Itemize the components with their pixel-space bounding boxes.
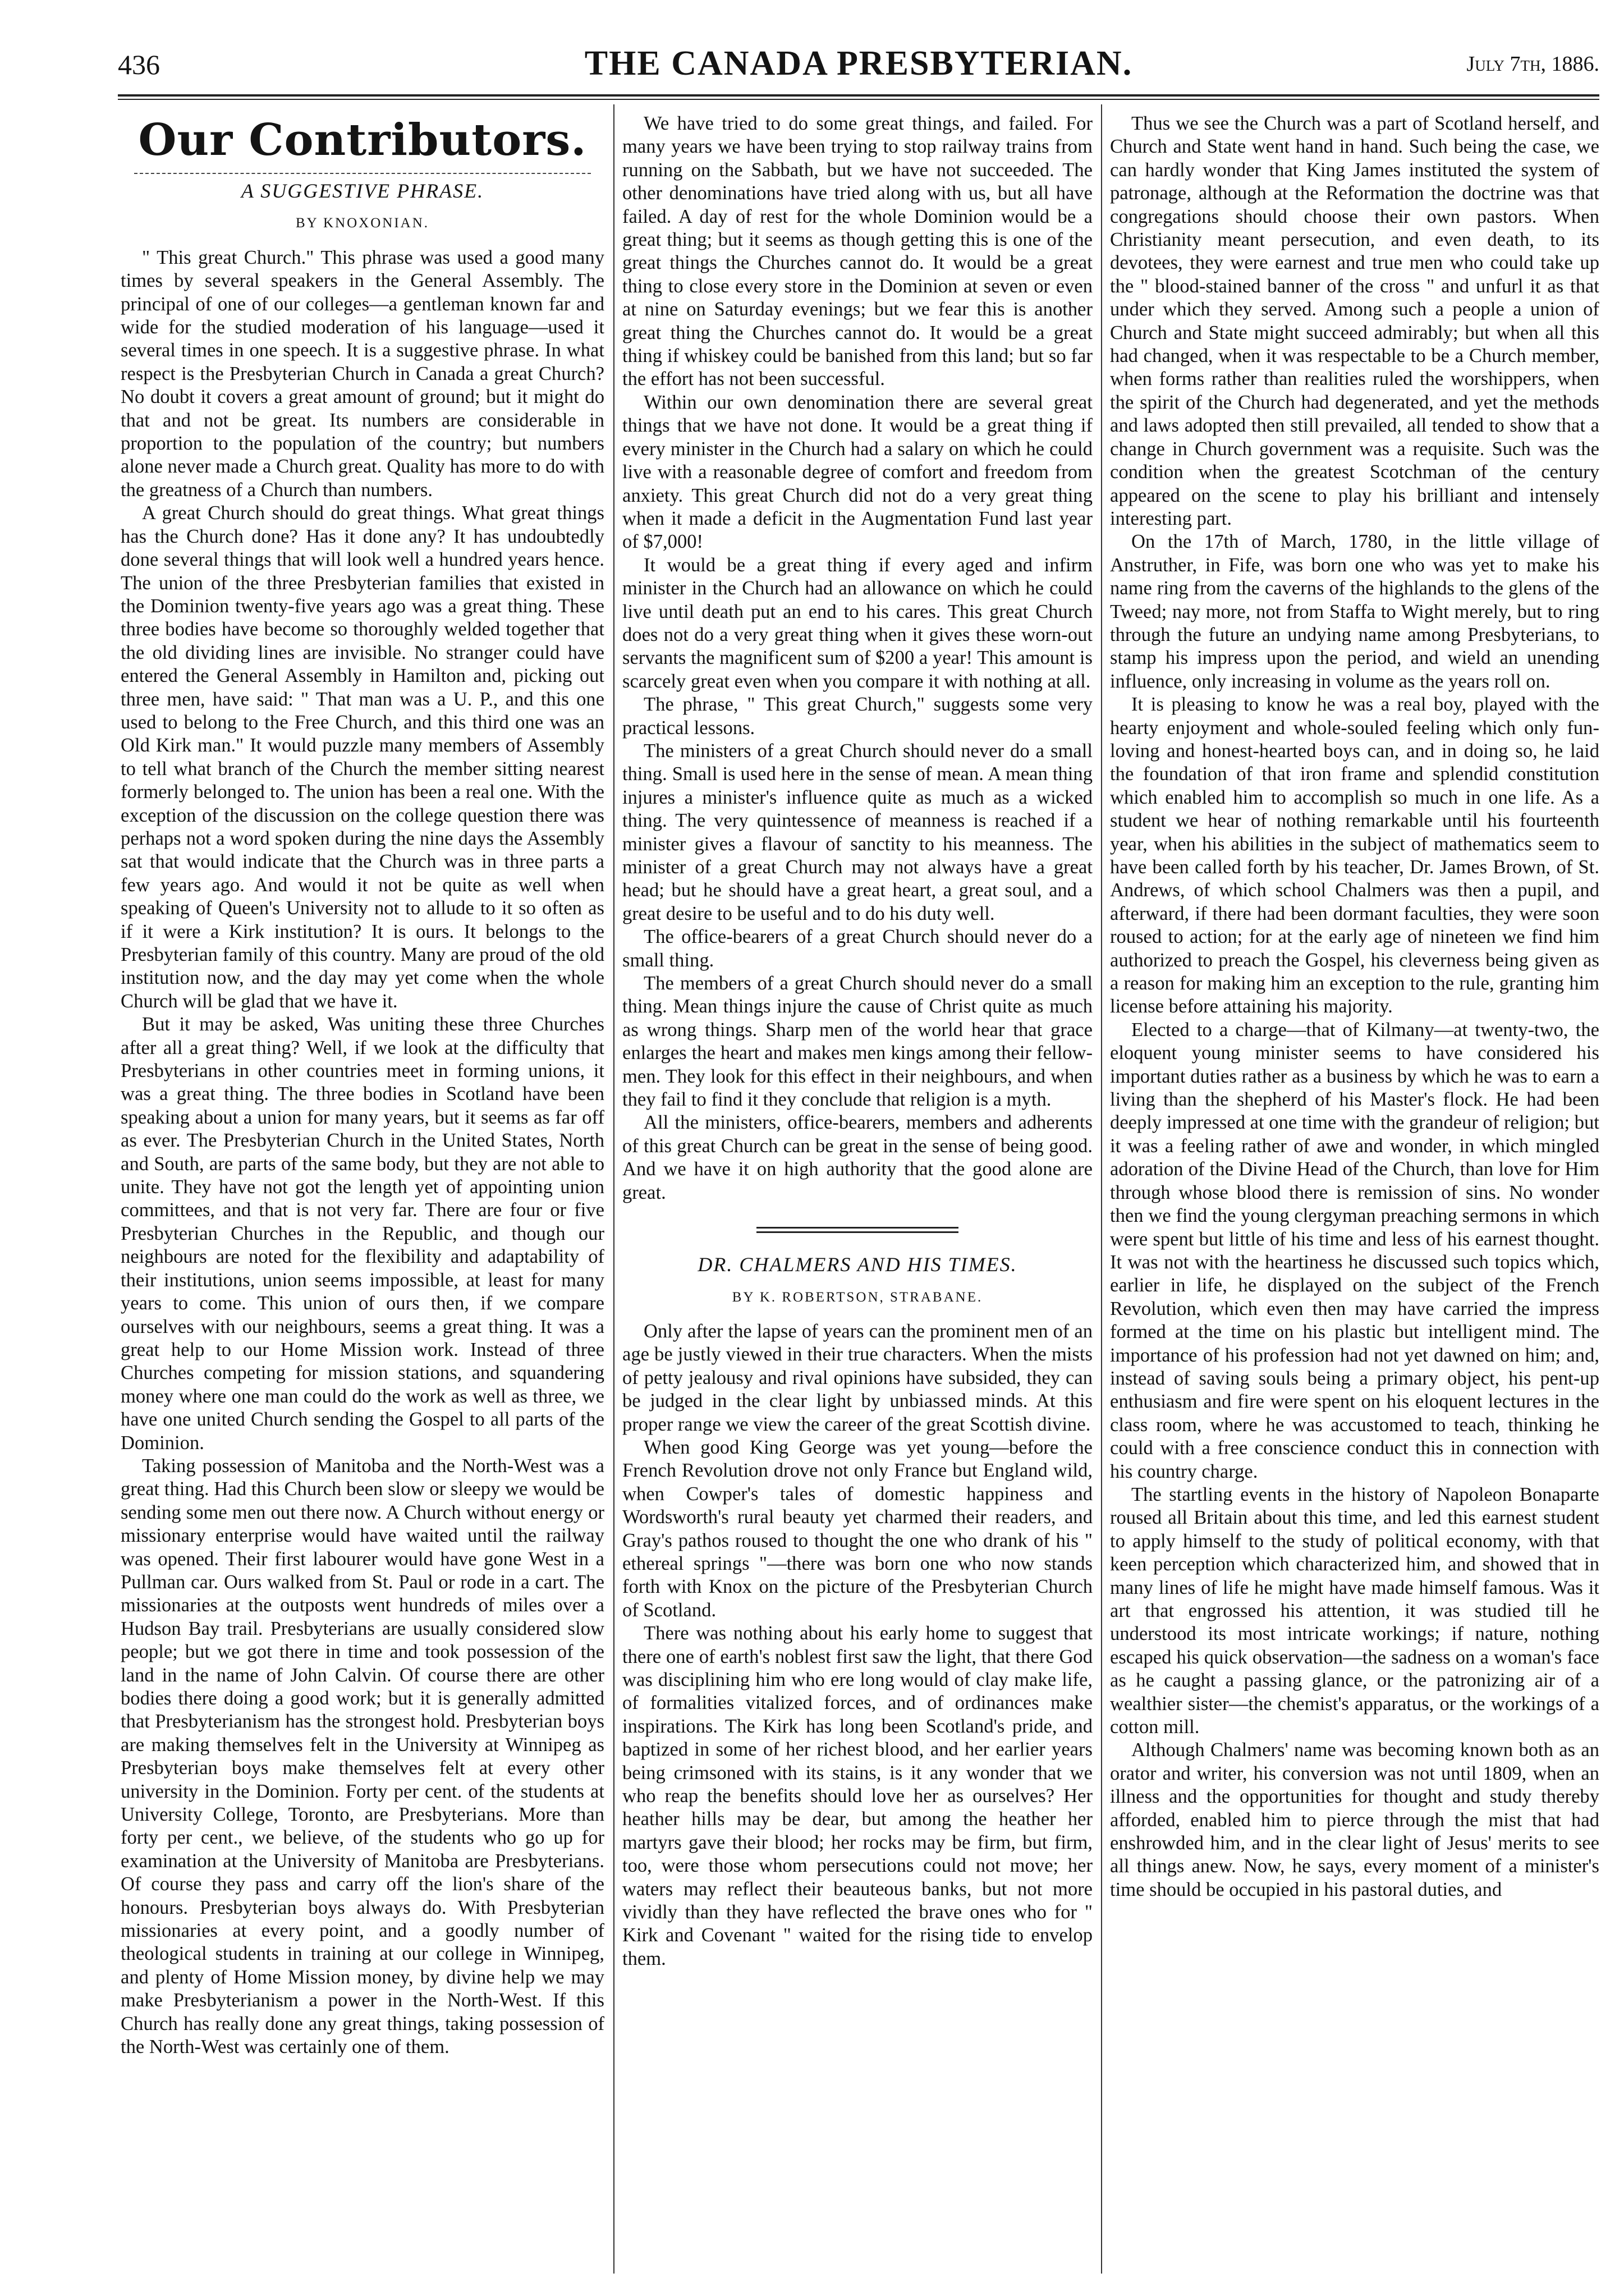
article-paragraph: The phrase, " This great Church," suggests some very practical lessons. [622,694,1093,739]
heading-rule [134,173,591,174]
article-paragraph: It is pleasing to know he was a real boy, played with the hearty enjoyment and whole-souled feeling which only fun-loving and honest-hearted boys can, and in doing so, he laid the foundation of that iron frame and splendid constitution which enabled him to accomplish so much in one life. As a student we hear of nothing remarkable until his fourteenth year, when his abilities in the subject of mathematics seem to have been called forth by his teacher, Dr. James Brown, of St. Andrews, of which school Chalmers was then a pupil, and afterward, if there had been dormant faculties, they were soon roused to action; for at the early age of nineteen we find him authorized to preach the Gospel, his cleverness being given as a reason for making him an exception to the rule, granting him license before attaining his majority. [1110,694,1599,1018]
paper-title: THE CANADA PRESBYTERIAN. [584,44,1133,83]
article-paragraph: Elected to a charge—that of Kilmany—at twenty-two, the eloquent young minister seems to have considered his important duties rather as a business by which he was to earn a living than the shepherd of his Master's flock. He had been deeply impressed at one time with the grandeur of religion; but it was a feeling rather of awe and wonder, in which mingled adoration of the Divine Head of the Church, than love for Him through whose blood there is remission of sins. No wonder then we find the young clergyman preaching sermons in which were spent but little of his time and less of his earnest thought. It was not with the heartiness he discussed such topics which, earlier in life, he displayed on the subject of the French Revolution, which even then may have carried the impress formed at the time on his plastic but intelligent mind. The importance of his profession had not yet dawned on him; and, instead of saving souls being a primary object, his pent-up enthusiasm and fire were spent on his eloquent lectures in the class room, where he was accustomed to teach, thinking he could with a free conscience conduct this in connection with his country charge. [1110,1019,1599,1482]
article-paragraph: " This great Church." This phrase was used a good many times by several speakers in the General Assembly. The principal of one of our colleges—a gentleman known far and wide for the studied moderation of his language—used it several times in one speech. It is a suggestive phrase. In what respect is the Presbyterian Church in Canada a great Church? No doubt it covers a great amount of ground; but it might do that and not be great. Its numbers are considerable in proportion to the population of the country; but numbers alone never made a Church great. Quality has more to do with the greatness of a Church than numbers. [121,246,604,501]
column-divider [1101,104,1102,2274]
article-paragraph: The startling events in the history of Napoleon Bonaparte roused all Britain about this time, and led this earnest student to apply himself to the study of political economy, with that keen perception which characterized him, and showed that in many lines of life he might have made himself famous. Was it art that engrossed his attention, it was studied till he understood its most intricate workings; if nature, nothing escaped his quick observation—the sadness on a woman's face as he caught a passing glance, or the patronizing air of a wealthier sister—the chemist's apparatus, or the workings of a cotton mill. [1110,1483,1599,1738]
article-separator [756,1227,958,1233]
article-byline: BY K. ROBERTSON, STRABANE. [732,1289,983,1305]
article-paragraph: There was nothing about his early home to suggest that there one of earth's noblest first saw the light, that there God was disciplining him who ere long would of clay make life, of formalities vitalized forces, and of ordinances make inspirations. The Kirk has long been Scotland's pride, and baptized in some of her richest blood, and her earlier years being crimsoned with its stains, is it any wonder that we who reap the benefits should love her as ourselves? Her heather hills may be dear, but among the heather her martyrs gave their blood; her rocks may be firm, but firm, too, were those whom persecutions could not move; her waters may reflect their beauteous banks, but not more vividly than they have reflected the brave ones who for " Kirk and Covenant " waited for the rising tide to envelop them. [622,1623,1093,1969]
column-divider [613,104,614,2274]
column-1 [121,112,604,2285]
masthead-rule [118,94,1599,97]
article-paragraph: The members of a great Church should never do a small thing. Mean things injure the cause of Christ quite as much as wrong things. Sharp men of the world hear that grace enlarges the heart and makes men kings among their fellow-men. They look for this effect in their neighbours, and when they fail to find it they conclude that religion is a myth. [622,973,1093,1111]
article-paragraph: Taking possession of Manitoba and the North-West was a great thing. Had this Church been slow or sleepy we would be sending some men out there now. A Church without energy or missionary enterprise would have waited until the railway was opened. Their first labourer would have gone West in a Pullman car. Ours walked from St. Paul or rode in a cart. The missionaries at the outposts went hundreds of miles over a Hudson Bay trail. Presbyterians are usually considered slow people; but we got there in time and took possession of the land in the name of John Calvin. Of course there are other bodies there doing a good work; but it is generally admitted that Presbyterianism has the strongest hold. Presbyterian boys are making themselves felt in the University at Winnipeg as Presbyterian boys make themselves felt at every other university in the Dominion. Forty per cent. of the students at University College, Toronto, are Presbyterians. More than forty per cent., we believe, of the students who go up for examination at the University of Manitoba are Presbyterians. Of course they pass and carry off the lion's share of the honours. Presbyterian boys always do. With Presbyterian missionaries at every point, and a goodly number of theological students in training at our college in Winnipeg, and plenty of Home Mission money, by divine help we may make Presbyterianism a power in the North-West. If this Church has really done any great things, taking possession of the North-West was certainly one of them. [121,1455,604,2058]
issue-date: July 7th, 1886. [1466,52,1599,76]
column-3 [1110,112,1599,2285]
masthead-rule-thin [118,99,1599,100]
article-paragraph: Only after the lapse of years can the prominent men of an age be justly viewed in their true characters. When the mists of petty jealousy and rival opinions have subsided, they can be judged in the clear light by unbiassed minds. At this proper range we view the career of the great Scottish divine. [622,1320,1093,1435]
page-number: 436 [118,49,160,80]
article-paragraph: But it may be asked, Was uniting these three Churches after all a great thing? Well, if we look at the difficulty that Presbyterians in other countries meet in forming unions, it was a great thing. The three bodies in Scotland have been speaking about a union for many years, but it seems as far off as ever. The Presbyterian Church in the United States, North and South, are parts of the same body, but they are not able to unite. They have not got the length yet of appointing union committees, and that is not very far. There are four or five Presbyterian Churches in the Republic, and though our neighbours are noted for the flexibility and adaptability of their institutions, union seems impossible, at least for many years to come. This union of ours then, if we compare ourselves with our neighbours, seems a great thing. It was a great help to our Home Mission work. Instead of three Churches competing for mission stations, and squandering money where one man could do the work as well as three, we have one united Church sending the Gospel to all parts of the Dominion. [121,1014,604,1454]
section-heading: Our Contributors. [138,114,587,166]
article-title: A SUGGESTIVE PHRASE. [241,180,484,202]
article-paragraph: The ministers of a great Church should never do a small thing. Small is used here in the sense of mean. A mean thing injures a minister's influence quite as much as a wicked thing. The very quintessence of meanness is reached if a minister gives a flavour of sanctity to his meanness. The minister of a great Church may not always have a great head; but he should have a great heart, a great soul, and a great desire to be useful and to do his duty well. [622,740,1093,924]
article-paragraph: A great Church should do great things. What great things has the Church done? Has it done any? It has undoubtedly done several things that will look well a hundred years hence. The union of the three Presbyterian families that existed in the Dominion twenty-five years ago was a great thing. These three bodies have become so thoroughly welded together that the old dividing lines are invisible. No stranger could have entered the General Assembly in Hamilton and, picking out three men, have said: " That man was a U. P., and this one used to belong to the Free Church, and this third one was an Old Kirk man." It would puzzle many members of Assembly to tell what branch of the Church the member sitting nearest formerly belonged to. The union has been a real one. With the exception of the discussion on the college question there was perhaps not a word spoken during the nine days the Assembly sat that would indicate that the Church was in three parts a few years ago. And would it not be quite as well when speaking of Queen's University not to allude to it so often as if it were a Kirk institution? It is ours. It belongs to the Presbyterian family of this country. Many are proud of the old institution now, and the day may yet come when the whole Church will be glad that we have it. [121,502,604,1012]
article-byline: BY KNOXONIAN. [295,216,430,231]
article-paragraph: The office-bearers of a great Church should never do a small thing. [622,926,1093,971]
column-2 [622,112,1093,2285]
article-paragraph: It would be a great thing if every aged and infirm minister in the Church had an allowance on which he could live until death put an end to his cares. This great Church does not do a very great thing when it gives these worn-out servants the magnificent sum of $200 a year! This amount is scarcely great even when you compare it with nothing at all. [622,554,1093,692]
article-paragraph: On the 17th of March, 1780, in the little village of Anstruther, in Fife, was born one who was yet to make his name ring from the caverns of the highlands to the glens of the Tweed; nay more, not from Staffa to Wight merely, but to ring through the future an undying name among Presbyterians, to stamp his impress upon the period, and wield an unending influence, only increasing in volume as the years roll on. [1110,531,1599,692]
article-paragraph: All the ministers, office-bearers, members and adherents of this great Church can be great in the sense of being good. And we have it on high authority that the good alone are great. [622,1112,1093,1203]
article-paragraph: Within our own denomination there are several great things that we have not done. It would be a great thing if every minister in the Church had a salary on which he could live with a reasonable degree of comfort and freedom from anxiety. This great Church did not do a very great thing when it made a deficit in the Augmentation Fund last year of $7,000! [622,391,1093,553]
masthead [118,44,1599,89]
article-paragraph: When good King George was yet young—before the French Revolution drove not only France but England wild, when Cowper's tales of domestic happiness and Wordsworth's rural beauty yet charmed their readers, and Gray's pathos roused to thought the one who drank of his " ethereal springs "—there was born one who now stands forth with Knox on the picture of the Presbyterian Church of Scotland. [622,1436,1093,1621]
article-paragraph: Thus we see the Church was a part of Scotland herself, and Church and State went hand in hand. Such being the case, we can hardly wonder that King James instituted the system of patronage, although at the Reformation the doctrine was that congregations should choose their own pastors. When Christianity meant persecution, and even death, to its devotees, they were earnest and true men who could take up the " blood-stained banner of the cross " and unfurl it as that under which they served. Among such a people a union of Church and State might succeed admirably; but when all this had changed, when it was respectable to be a Church member, when forms rather than realities ruled the worshippers, when the spirit of the Church had degenerated, and yet the methods and laws adopted then still prevailed, all tended to show that a change in Church government was a requisite. Such was the condition when the greatest Scotchman of the century appeared on the scene to play his brilliant and intensely interesting part. [1110,113,1599,529]
article-paragraph: We have tried to do some great things, and failed. For many years we have been trying to stop railway trains from running on the Sabbath, but we have not succeeded. The other denominations have tried along with us, but all have failed. A day of rest for the whole Dominion would be a great thing; but it seems as though getting this is one of the great things the Churches cannot do. It would be a great thing to close every store in the Dominion at seven or even at nine on Saturday evenings; but we fear this is another great thing the Churches cannot do. It would be a great thing if whiskey could be banished from this land; but so far the effort has not been successful. [622,113,1093,390]
article-paragraph: Although Chalmers' name was becoming known both as an orator and writer, his conversion was not until 1809, when an illness and the opportunities for thought and study thereby afforded, enabled him to pierce through the mist that had enshrowded him, and in the clear light of Jesus' merits to see all things anew. Now, he says, every moment of a minister's time should be occupied in his pastoral duties, and [1110,1739,1599,1900]
article-title: DR. CHALMERS AND HIS TIMES. [698,1253,1017,1276]
